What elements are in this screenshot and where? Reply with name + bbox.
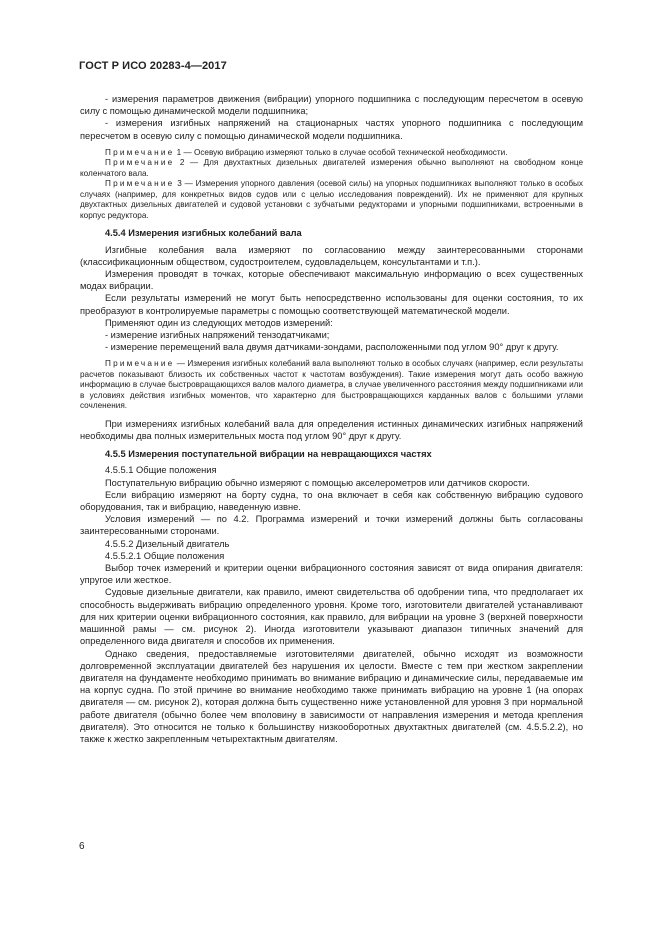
paragraph: Выбор точек измерений и критерии оценки вибрационного состояния зависят от вида опирания двигателя: упругое или жесткое. <box>80 563 583 586</box>
paragraph: Однако сведения, предоставляемые изготовителями двигателей, обычно исходят из возможности долговременной эксплуатации двигателей без нарушения их целости. Вместе с тем при жестком закреплении двигателя на фундаменте необходимо принимать во внимание вибрацию и динамические силы, передаваемые им на корпус судна. По этой причине во внимание необходимо также принимать вибрацию на уровне 1 (на опорах двигателя — см. рисунок 2), которая должна быть существенно ниже установленной для уровня 3 при нормальной работе двигателя (обычно более чем вполовину в зависимости от направления измерения и метода крепления двигателя). Это относится не только к большинству низкооборотных двухтактных двигателей (см. 4.5.5.2.2), но также к жестко закрепленным четырехтактным двигателям. <box>80 648 583 744</box>
paragraph: 4.5.5.2.1 Общие положения <box>105 550 225 561</box>
paragraph: - измерение изгибных напряжений тензодатчиками; <box>105 329 330 340</box>
note-text: 2 — Для двухтактных дизельных двигателей измерения обычно выполняют на свободном конце коленчатого вала. <box>80 158 583 178</box>
note-paragraph <box>80 179 583 221</box>
paragraph: Поступательную вибрацию обычно измеряют с помощью акселерометров или датчиков скорости. <box>105 477 530 488</box>
document-body <box>80 93 583 745</box>
paragraph: Если результаты измерений не могут быть непосредственно использованы для оценки состояния, то их преобразуют в контролируемые параметры с помощью соответствующей математической модели. <box>80 293 583 316</box>
note-label: Примечание <box>105 359 175 369</box>
note-label: Примечание <box>105 179 175 189</box>
paragraph: Применяют один из следующих методов измерений: <box>105 317 333 328</box>
note-label: Примечание <box>105 158 175 168</box>
paragraph: Условия измерений — по 4.2. Программа измерений и точки измерений должны быть согласованы заинтересованными сторонами. <box>80 514 583 537</box>
page-header: ГОСТ Р ИСО 20283-4—2017 <box>79 60 227 72</box>
paragraph: 4.5.5.1 Общие положения <box>105 465 217 476</box>
note-text: — Измерения изгибных колебаний вала выполняют только в особых случаях (например, если результаты расчетов показывают близость их собственных частот к частотам возбуждения). Такие измерения могут дать особо важную информацию в случае быстровращающихся валов малого диаметра, в случае увеличенного расстояния между подшипниками или в условиях действия изгибных моментов, что характерно для быстровращающихся карданных валов с большими углами сочленения. <box>80 359 583 411</box>
note-text: 3 — Измерения упорного давления (осевой силы) на упорных подшипниках выполняют только в особых случаях (например, для конкретных видов судов или с целью исследования повреждений). Их не применяют для крупных двухтактных дизельных двигателей и судовой установки с зубчатыми редукторами и упорными подшипниками, встроенными в корпус редуктора. <box>80 179 583 220</box>
note-label: Примечание <box>105 147 175 157</box>
paragraph: - измерения изгибных напряжений на стационарных частях упорного подшипника с последующим пересчетом в осевую силу с помощью динамической модели подшипника. <box>80 118 583 141</box>
paragraph: - измерение перемещений вала двумя датчиками-зондами, расположенными под углом 90° друг к другу. <box>105 342 559 353</box>
paragraph: При измерениях изгибных колебаний вала для определения истинных динамических изгибных напряжений необходимы два полных измерительных моста под углом 90° друг к другу. <box>80 418 583 442</box>
paragraph: 4.5.5.2 Дизельный двигатель <box>105 538 230 549</box>
paragraph: Судовые дизельные двигатели, как правило, имеют свидетельства об одобрении типа, что предполагает их способность выдерживать вибрацию определенного уровня. Кроме того, изготовители двигателей устанавливают для них критерии оценки вибрационного состояния, как правило, для вибрации на уровне 3 (верхней поверхности машинной рамы — см. рисунок 2). Иногда изготовители указывают диапазон типичных значений для определенного вида двигателя и способов их применения. <box>80 587 583 647</box>
section-heading: 4.5.5 Измерения поступательной вибрации на невращающихся частях <box>105 449 432 460</box>
section-heading: 4.5.4 Измерения изгибных колебаний вала <box>105 228 302 239</box>
note-paragraph <box>80 158 583 179</box>
note-paragraph <box>80 148 583 159</box>
page-number: 6 <box>79 841 85 852</box>
paragraph: - измерения параметров движения (вибрации) упорного подшипника с последующим пересчетом в осевую силу с помощью динамической модели подшипника; <box>80 94 583 117</box>
paragraph: Изгибные колебания вала измеряют по согласованию между заинтересованными сторонами (классификационным обществом, судостроителем, судовладельцем, консультантами и т.п.). <box>80 244 583 267</box>
note-text: 1 — Осевую вибрацию измеряют только в случае особой технической необходимости. <box>174 147 508 157</box>
paragraph: Если вибрацию измеряют на борту судна, то она включает в себя как собственную вибрацию судового оборудования, так и вибрацию, наведенную извне. <box>80 489 583 513</box>
paragraph: Измерения проводят в точках, которые обеспечивают максимальную информацию о всех существенных модах вибрации. <box>80 268 583 292</box>
note-paragraph <box>80 359 583 412</box>
